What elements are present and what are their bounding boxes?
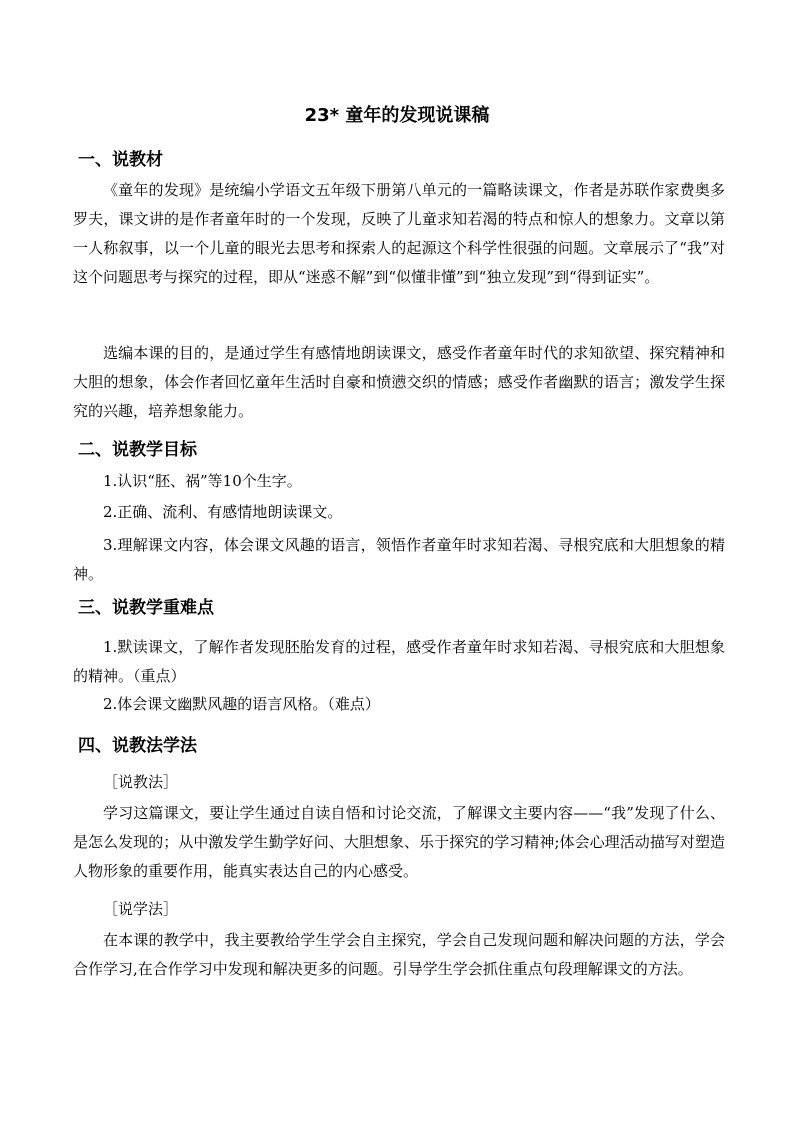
key-point-1: 1.默读课文，了解作者发现胚胎发育的过程，感受作者童年时求知若渴、寻根究底和大胆想象的精神。（重点） bbox=[73, 638, 725, 685]
learning-method-label: ［说学法］ bbox=[103, 900, 179, 918]
section-heading-goals: 二、说教学目标 bbox=[78, 440, 197, 460]
section-heading-key-points: 三、说教学重难点 bbox=[78, 598, 214, 618]
teaching-method-label: ［说教法］ bbox=[103, 773, 179, 791]
document-title: 23* 童年的发现说课稿 bbox=[304, 105, 490, 126]
section-heading-textbook: 一、说教材 bbox=[78, 150, 163, 170]
key-point-2: 2.体会课文幽默风趣的语言风格。（难点） bbox=[103, 695, 380, 713]
goal-item-2: 2.正确、流利、有感情地朗读课文。 bbox=[103, 503, 343, 521]
goal-item-3: 3.理解课文内容，体会课文风趣的语言，领悟作者童年时求知若渴、寻根究底和大胆想象的精神。 bbox=[73, 536, 725, 583]
learning-method-paragraph: 在本课的教学中，我主要教给学生学会自主探究，学会自己发现问题和解决问题的方法，学会合作学习,在合作学习中发现和解决更多的问题。引导学生学会抓住重点句段理解课文的方法。 bbox=[73, 931, 725, 978]
textbook-paragraph-2: 选编本课的目的，是通过学生有感情地朗读课文，感受作者童年时代的求知欲望、探究精神和大胆的想象，体会作者回忆童年生活时自豪和愤懑交织的情感；感受作者幽默的语言；激发学生探究的兴趣，培养想象能力。 bbox=[73, 344, 725, 420]
teaching-method-paragraph: 学习这篇课文，要让学生通过自读自悟和讨论交流，了解课文主要内容——“我”发现了什么、是怎么发现的；从中激发学生勤学好问、大胆想象、乐于探究的学习精神;体会心理活动描写对塑造人物形象的重要作用，能真实表达自己的内心感受。 bbox=[73, 804, 725, 880]
textbook-paragraph-1: 《童年的发现》是统编小学语文五年级下册第八单元的一篇略读课文，作者是苏联作家费奥多罗夫，课文讲的是作者童年时的一个发现，反映了儿童求知若渴的特点和惊人的想象力。文章以第一人称叙事，以一个儿童的眼光去思考和探索人的起源这个科学性很强的问题。文章展示了“我”对这个问题思考与探究的过程，即从“迷惑不解”到“似懂非懂”到“独立发现”到“得到证实”。 bbox=[73, 181, 725, 286]
section-heading-methods: 四、说教法学法 bbox=[78, 736, 197, 756]
goal-item-1: 1.认识“胚、祸”等10个生字。 bbox=[103, 472, 302, 490]
